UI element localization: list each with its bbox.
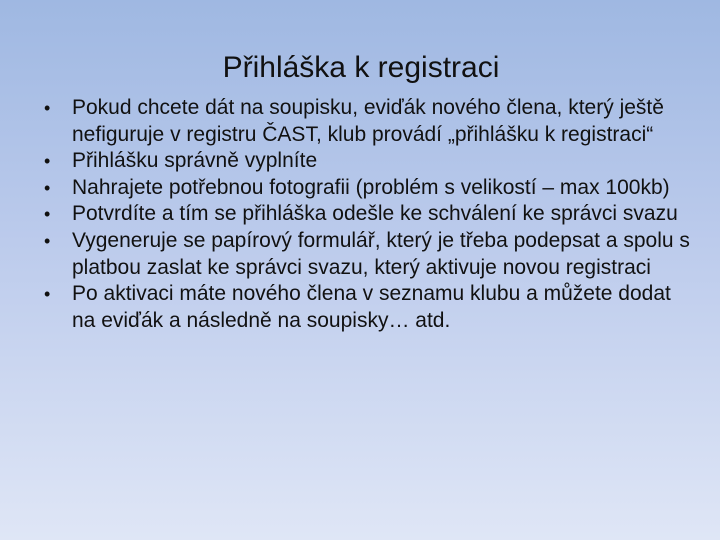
bullet-list — [40, 95, 692, 334]
list-item — [40, 148, 692, 175]
bullet-text: Vygeneruje se papírový formulář, který je třeba podepsat a spolu s platbou zaslat ke správci svazu, který aktivuje novou registraci — [72, 228, 690, 279]
bullet-text: Potvrdíte a tím se přihláška odešle ke schválení ke správci svazu — [72, 202, 678, 226]
bullet-icon: • — [44, 177, 51, 198]
bullet-text: Po aktivaci máte nového člena v seznamu klubu a můžete dodat na eviďák a následně na soupisky… atd. — [72, 282, 671, 332]
list-item — [40, 281, 692, 334]
bullet-icon: • — [44, 230, 51, 251]
bullet-text: Pokud chcete dát na soupisku, eviďák nového člena, který ještě nefiguruje v registru ČAST, klub provádí „přihlášku k registraci“ — [72, 96, 664, 146]
list-item — [40, 95, 692, 148]
bullet-text: Nahrajete potřebnou fotografii (problém s velikostí – max 100kb) — [72, 175, 670, 199]
bullet-icon: • — [44, 284, 51, 305]
list-item — [40, 228, 692, 281]
list-item — [40, 175, 692, 202]
list-item — [40, 201, 692, 228]
bullet-icon: • — [44, 204, 51, 225]
bullet-text: Přihlášku správně vyplníte — [72, 149, 318, 173]
slide-title: Přihláška k registraci — [222, 51, 500, 84]
bullet-icon: • — [44, 98, 51, 118]
bullet-icon: • — [44, 151, 51, 172]
